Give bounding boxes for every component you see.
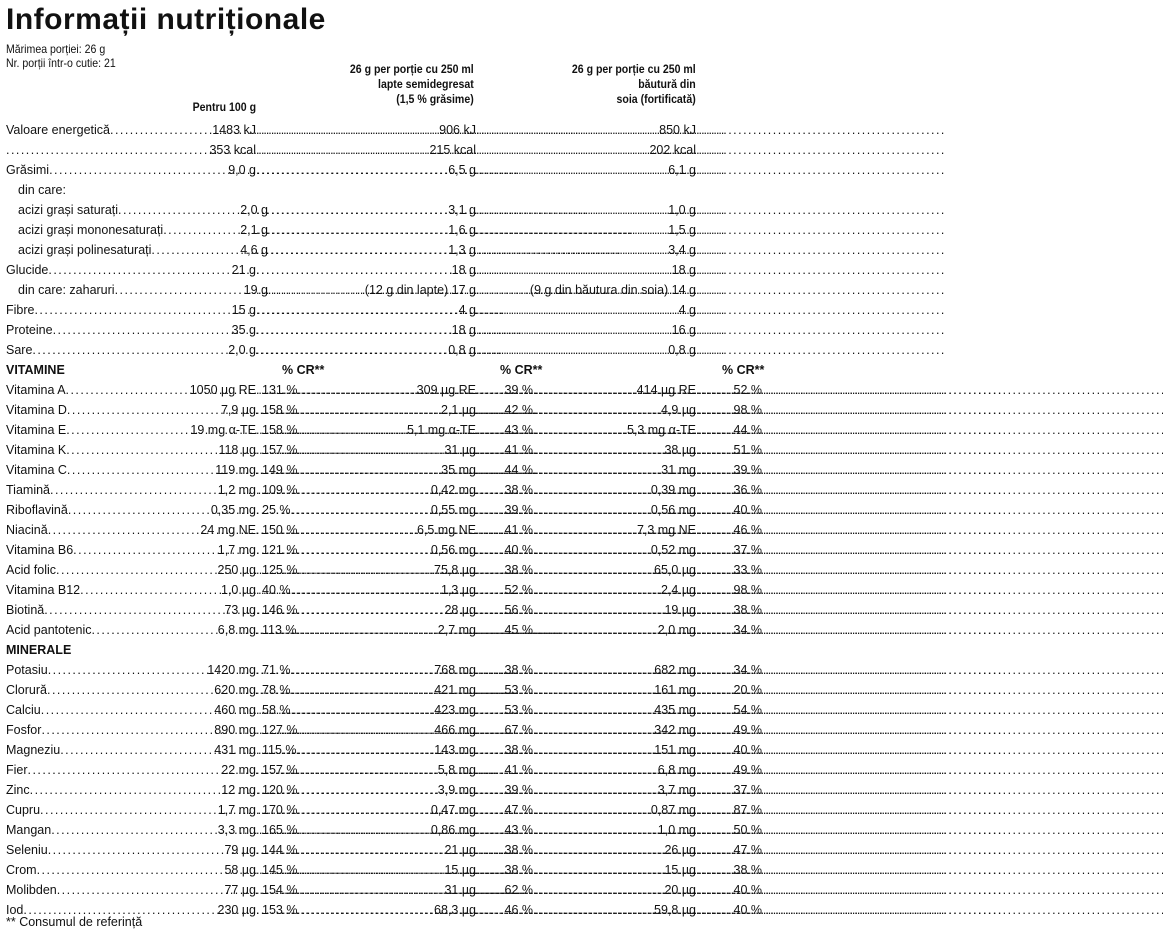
pct-per100: . . . 127 % bbox=[256, 720, 282, 740]
row-label: Magneziu . . . 431 mg bbox=[6, 740, 256, 760]
value-milk: . . . 1,3 µg bbox=[282, 580, 476, 600]
table-row bbox=[0, 520, 770, 540]
pct-soy: . . . 38 % bbox=[696, 860, 762, 880]
section-heading: VITAMINE % CR** % CR** % CR** bbox=[0, 360, 770, 380]
pct-per100: . . . 153 % bbox=[256, 900, 282, 920]
value-milk: . . . 143 mg bbox=[282, 740, 476, 760]
row-label: Vitamina C . . . 119 mg bbox=[6, 460, 256, 480]
pct-soy: . . . 40 % bbox=[696, 880, 762, 900]
pct-milk: . . . 38 % bbox=[476, 740, 533, 760]
value-soy: . . . 2,0 mg bbox=[533, 620, 696, 640]
value-soy: . . . 4,9 µg bbox=[533, 400, 696, 420]
pct-per100: . . . 157 % bbox=[256, 760, 282, 780]
table-row bbox=[0, 440, 770, 460]
value-soy: . . . 31 mg bbox=[533, 460, 696, 480]
table-row bbox=[0, 300, 770, 320]
pct-milk: . . . 42 % bbox=[476, 400, 533, 420]
pct-per100: . . . 109 % bbox=[256, 480, 282, 500]
pct-per100: . . . 158 % bbox=[256, 420, 282, 440]
serving-size: Mărimea porției: 26 g bbox=[6, 42, 106, 56]
row-label: Vitamina E . . . 19 mg α-TE bbox=[6, 420, 256, 440]
value-milk: . . . 5,1 mg α-TE bbox=[282, 420, 476, 440]
value-milk: . . . 2,7 mg bbox=[282, 620, 476, 640]
pct-soy: . . . 38 % bbox=[696, 600, 762, 620]
value-milk: . . . 421 mg bbox=[282, 680, 476, 700]
value-soy: . . . 2,4 µg bbox=[533, 580, 696, 600]
row-label: Vitamina A . . . 1050 µg RE bbox=[6, 380, 256, 400]
row-label: Valoare energetică . . . 1483 kJ bbox=[6, 120, 256, 140]
value-soy: . . . 15 µg bbox=[533, 860, 696, 880]
table-row bbox=[0, 620, 770, 640]
value-soy: . . . 38 µg bbox=[533, 440, 696, 460]
pct-soy: . . . 54 % bbox=[696, 700, 762, 720]
row-label: din care: zaharuri . . . 19 g bbox=[6, 280, 268, 300]
pct-per100: . . . 25 % bbox=[256, 500, 282, 520]
value-soy: . . . 5,3 mg α-TE bbox=[533, 420, 696, 440]
pct-per100: . . . 125 % bbox=[256, 560, 282, 580]
row-label: Riboflavină . . . 0,35 mg bbox=[6, 500, 256, 520]
value-milk: . . . 6,5 g bbox=[256, 160, 476, 180]
pct-milk: . . . 45 % bbox=[476, 620, 533, 640]
pct-per100: . . . 78 % bbox=[256, 680, 282, 700]
pct-soy: . . . 37 % bbox=[696, 540, 762, 560]
table-row bbox=[0, 160, 770, 180]
value-milk: . . . 31 µg bbox=[282, 440, 476, 460]
pct-soy: . . . 40 % bbox=[696, 740, 762, 760]
value-soy: . . . 0,39 mg bbox=[533, 480, 696, 500]
row-label: Molibden . . . 77 µg bbox=[6, 880, 256, 900]
value-soy: . . . 0,56 mg bbox=[533, 500, 696, 520]
table-row bbox=[0, 180, 770, 200]
value-soy: . . . 59,8 µg bbox=[533, 900, 696, 920]
pct-milk: . . . 56 % bbox=[476, 600, 533, 620]
value-soy: . . . 20 µg bbox=[533, 880, 696, 900]
row-label: Glucide . . . 21 g bbox=[6, 260, 256, 280]
value-milk: . . . 18 g bbox=[256, 320, 476, 340]
value-soy: . . . 0,52 mg bbox=[533, 540, 696, 560]
value-soy: . . . 0,8 g bbox=[476, 340, 696, 360]
row-label: Vitamina B6 . . . 1,7 mg bbox=[6, 540, 256, 560]
value-milk: . . . 3,9 mg bbox=[282, 780, 476, 800]
table-row bbox=[0, 500, 770, 520]
pct-milk: . . . 38 % bbox=[476, 860, 533, 880]
value-milk: . . . 0,56 mg bbox=[282, 540, 476, 560]
table-row bbox=[0, 480, 770, 500]
pct-cr-milk: % CR** bbox=[500, 363, 543, 377]
value-soy: . . . 7,3 mg NE bbox=[533, 520, 696, 540]
value-milk: . . . 68,3 µg bbox=[282, 900, 476, 920]
value-soy: . . . 850 kJ bbox=[476, 120, 696, 140]
value-milk: . . . 18 g bbox=[256, 260, 476, 280]
row-label: Acid pantotenic . . . 6,8 mg bbox=[6, 620, 256, 640]
row-label: Vitamina B12 . . . 1,0 µg bbox=[6, 580, 256, 600]
pct-milk: . . . 39 % bbox=[476, 500, 533, 520]
table-row bbox=[0, 420, 770, 440]
value-milk: . . . 31 µg bbox=[282, 880, 476, 900]
pct-soy: . . . 87 % bbox=[696, 800, 762, 820]
row-label: Fier . . . 22 mg bbox=[6, 760, 256, 780]
pct-milk: . . . 38 % bbox=[476, 660, 533, 680]
pct-soy: . . . 37 % bbox=[696, 780, 762, 800]
pct-milk: . . . 44 % bbox=[476, 460, 533, 480]
value-soy: . . . 202 kcal bbox=[476, 140, 696, 160]
value-soy: . . . 4 g bbox=[476, 300, 696, 320]
row-label: Fosfor . . . 890 mg bbox=[6, 720, 256, 740]
value-milk: . . . (12 g din lapte) 17 g bbox=[256, 280, 476, 300]
row-label: Tiamină . . . 1,2 mg bbox=[6, 480, 256, 500]
pct-per100: . . . 170 % bbox=[256, 800, 282, 820]
pct-soy: . . . 44 % bbox=[696, 420, 762, 440]
value-milk: . . . 28 µg bbox=[282, 600, 476, 620]
value-milk: . . . 35 mg bbox=[282, 460, 476, 480]
row-label: Fibre . . . 15 g bbox=[6, 300, 256, 320]
table-row bbox=[0, 280, 770, 300]
table-row bbox=[0, 880, 770, 900]
value-soy: . . . 3,4 g bbox=[476, 240, 696, 260]
value-milk: . . . 21 µg bbox=[282, 840, 476, 860]
pct-soy: . . . 49 % bbox=[696, 760, 762, 780]
value-soy: . . . 414 µg RE bbox=[533, 380, 696, 400]
pct-milk: . . . 41 % bbox=[476, 760, 533, 780]
value-milk: . . . 6,5 mg NE bbox=[282, 520, 476, 540]
table-row bbox=[0, 320, 770, 340]
row-label: Mangan . . . 3,3 mg bbox=[6, 820, 256, 840]
pct-milk: . . . 47 % bbox=[476, 800, 533, 820]
pct-per100: . . . 113 % bbox=[256, 620, 282, 640]
pct-per100: . . . 154 % bbox=[256, 880, 282, 900]
pct-soy: . . . 51 % bbox=[696, 440, 762, 460]
value-soy: . . . 6,8 mg bbox=[533, 760, 696, 780]
value-milk: . . . 0,8 g bbox=[256, 340, 476, 360]
value-milk: . . . 0,86 mg bbox=[282, 820, 476, 840]
value-soy: . . . 26 µg bbox=[533, 840, 696, 860]
header-milk: 26 g per porție cu 250 ml lapte semidegresat (1,5 % grăsime) bbox=[350, 62, 474, 106]
value-milk: . . . 466 mg bbox=[282, 720, 476, 740]
value-soy: . . . 151 mg bbox=[533, 740, 696, 760]
table-row bbox=[0, 820, 770, 840]
pct-cr-per100: % CR** bbox=[282, 363, 325, 377]
pct-milk: . . . 41 % bbox=[476, 440, 533, 460]
value-milk: . . . 4 g bbox=[256, 300, 476, 320]
value-soy: . . . 342 mg bbox=[533, 720, 696, 740]
pct-soy: . . . 49 % bbox=[696, 720, 762, 740]
value-soy: . . . 435 mg bbox=[533, 700, 696, 720]
value-milk: . . . 5,8 mg bbox=[282, 760, 476, 780]
pct-per100: . . . 146 % bbox=[256, 600, 282, 620]
row-label: Biotină . . . 73 µg bbox=[6, 600, 256, 620]
servings-per-box: Nr. porții într-o cutie: 21 bbox=[6, 56, 116, 70]
table-row bbox=[0, 600, 770, 620]
row-label: Proteine . . . 35 g bbox=[6, 320, 256, 340]
table-row bbox=[0, 380, 770, 400]
value-milk: . . . 1,3 g bbox=[256, 240, 476, 260]
row-label: Calciu . . . 460 mg bbox=[6, 700, 256, 720]
pct-milk: . . . 39 % bbox=[476, 380, 533, 400]
row-label: Acid folic . . . 250 µg bbox=[6, 560, 256, 580]
row-label: Seleniu . . . 79 µg bbox=[6, 840, 256, 860]
row-label: Vitamina D . . . 7,9 µg bbox=[6, 400, 256, 420]
table-row bbox=[0, 260, 770, 280]
value-soy: . . . 18 g bbox=[476, 260, 696, 280]
pct-per100: . . . 150 % bbox=[256, 520, 282, 540]
table-row bbox=[0, 740, 770, 760]
pct-milk: . . . 67 % bbox=[476, 720, 533, 740]
table-row bbox=[0, 760, 770, 780]
value-soy: . . . 19 µg bbox=[533, 600, 696, 620]
row-label: acizi grași mononesaturați . . . 2,1 g bbox=[6, 220, 268, 240]
row-label: Zinc . . . 12 mg bbox=[6, 780, 256, 800]
pct-milk: . . . 43 % bbox=[476, 420, 533, 440]
table-row bbox=[0, 220, 770, 240]
pct-soy: . . . 34 % bbox=[696, 660, 762, 680]
table-row bbox=[0, 460, 770, 480]
row-label: din care: bbox=[18, 183, 66, 197]
table-row bbox=[0, 140, 770, 160]
pct-soy: . . . 98 % bbox=[696, 400, 762, 420]
pct-cr-soy: % CR** bbox=[722, 363, 765, 377]
table-row bbox=[0, 660, 770, 680]
row-label: Niacină . . . 24 mg NE bbox=[6, 520, 256, 540]
table-row bbox=[0, 560, 770, 580]
table-row bbox=[0, 800, 770, 820]
value-milk: . . . 0,55 mg bbox=[282, 500, 476, 520]
value-soy: . . . 16 g bbox=[476, 320, 696, 340]
pct-soy: . . . 33 % bbox=[696, 560, 762, 580]
value-soy: . . . 1,5 g bbox=[476, 220, 696, 240]
value-soy: . . . 161 mg bbox=[533, 680, 696, 700]
value-soy: . . . 1,0 mg bbox=[533, 820, 696, 840]
pct-milk: . . . 43 % bbox=[476, 820, 533, 840]
table-row bbox=[0, 700, 770, 720]
value-soy: . . . 1,0 g bbox=[476, 200, 696, 220]
value-milk: . . . 0,42 mg bbox=[282, 480, 476, 500]
row-label: Crom . . . 58 µg bbox=[6, 860, 256, 880]
value-milk: . . . 75,8 µg bbox=[282, 560, 476, 580]
row-label: Sare . . . 2,0 g bbox=[6, 340, 256, 360]
pct-milk: . . . 53 % bbox=[476, 700, 533, 720]
pct-milk: . . . 39 % bbox=[476, 780, 533, 800]
value-milk: . . . 423 mg bbox=[282, 700, 476, 720]
pct-milk: . . . 38 % bbox=[476, 480, 533, 500]
page-title: Informații nutriționale bbox=[6, 3, 326, 36]
table-row bbox=[0, 780, 770, 800]
table-row bbox=[0, 840, 770, 860]
pct-per100: . . . 157 % bbox=[256, 440, 282, 460]
pct-milk: . . . 46 % bbox=[476, 900, 533, 920]
pct-milk: . . . 41 % bbox=[476, 520, 533, 540]
table-row bbox=[0, 400, 770, 420]
pct-per100: . . . 71 % bbox=[256, 660, 282, 680]
row-label: Potasiu . . . 1420 mg bbox=[6, 660, 256, 680]
pct-per100: . . . 115 % bbox=[256, 740, 282, 760]
value-soy: . . . 65,0 µg bbox=[533, 560, 696, 580]
pct-per100: . . . 40 % bbox=[256, 580, 282, 600]
value-milk: . . . 0,47 mg bbox=[282, 800, 476, 820]
header-per100: Pentru 100 g bbox=[192, 100, 256, 114]
pct-soy: . . . 52 % bbox=[696, 380, 762, 400]
pct-soy: . . . 36 % bbox=[696, 480, 762, 500]
pct-per100: . . . 144 % bbox=[256, 840, 282, 860]
value-milk: . . . 2,1 µg bbox=[282, 400, 476, 420]
value-milk: . . . 768 mg bbox=[282, 660, 476, 680]
row-label: Clorură . . . 620 mg bbox=[6, 680, 256, 700]
pct-milk: . . . 62 % bbox=[476, 880, 533, 900]
row-label: . . . 353 kcal bbox=[6, 140, 256, 160]
value-soy: . . . 3,7 mg bbox=[533, 780, 696, 800]
table-row bbox=[0, 200, 770, 220]
pct-soy: . . . 39 % bbox=[696, 460, 762, 480]
pct-per100: . . . 158 % bbox=[256, 400, 282, 420]
table-row bbox=[0, 120, 770, 140]
pct-per100: . . . 165 % bbox=[256, 820, 282, 840]
pct-soy: . . . 50 % bbox=[696, 820, 762, 840]
pct-soy: . . . 40 % bbox=[696, 900, 762, 920]
row-label: Grăsimi . . . 9,0 g bbox=[6, 160, 256, 180]
value-milk: . . . 309 µg RE bbox=[282, 380, 476, 400]
row-label: Cupru . . . 1,7 mg bbox=[6, 800, 256, 820]
pct-milk: . . . 38 % bbox=[476, 840, 533, 860]
table-row bbox=[0, 540, 770, 560]
footnote: ** Consumul de referință bbox=[6, 915, 143, 929]
pct-per100: . . . 121 % bbox=[256, 540, 282, 560]
value-milk: . . . 1,6 g bbox=[256, 220, 476, 240]
table-row bbox=[0, 240, 770, 260]
pct-milk: . . . 40 % bbox=[476, 540, 533, 560]
pct-soy: . . . 47 % bbox=[696, 840, 762, 860]
value-soy: . . . 6,1 g bbox=[476, 160, 696, 180]
pct-soy: . . . 34 % bbox=[696, 620, 762, 640]
table-row bbox=[0, 720, 770, 740]
table-row bbox=[0, 340, 770, 360]
pct-milk: . . . 52 % bbox=[476, 580, 533, 600]
pct-per100: . . . 131 % bbox=[256, 380, 282, 400]
value-milk: . . . 906 kJ bbox=[256, 120, 476, 140]
pct-soy: . . . 46 % bbox=[696, 520, 762, 540]
row-label: acizi grași saturați . . . 2,0 g bbox=[6, 200, 268, 220]
table-row bbox=[0, 580, 770, 600]
pct-soy: . . . 20 % bbox=[696, 680, 762, 700]
value-milk: . . . 215 kcal bbox=[256, 140, 476, 160]
pct-soy: . . . 98 % bbox=[696, 580, 762, 600]
row-label: acizi grași polinesaturați . . . 4,6 g bbox=[6, 240, 268, 260]
table-row bbox=[0, 860, 770, 880]
row-label: Iod . . . 230 µg bbox=[6, 900, 256, 920]
header-soy: 26 g per porție cu 250 ml băutură din soia (fortificată) bbox=[572, 62, 696, 106]
section-heading: MINERALE bbox=[6, 643, 72, 657]
pct-per100: . . . 149 % bbox=[256, 460, 282, 480]
value-milk: . . . 15 µg bbox=[282, 860, 476, 880]
table-row bbox=[0, 680, 770, 700]
value-soy: . . . 682 mg bbox=[533, 660, 696, 680]
pct-per100: . . . 58 % bbox=[256, 700, 282, 720]
pct-milk: . . . 38 % bbox=[476, 560, 533, 580]
value-soy: . . . 0,87 mg bbox=[533, 800, 696, 820]
pct-per100: . . . 145 % bbox=[256, 860, 282, 880]
pct-per100: . . . 120 % bbox=[256, 780, 282, 800]
row-label: Vitamina K . . . 118 µg bbox=[6, 440, 256, 460]
value-soy: . . . (9 g din băutura din soia) 14 g bbox=[476, 280, 696, 300]
value-milk: . . . 3,1 g bbox=[256, 200, 476, 220]
pct-milk: . . . 53 % bbox=[476, 680, 533, 700]
pct-soy: . . . 40 % bbox=[696, 500, 762, 520]
